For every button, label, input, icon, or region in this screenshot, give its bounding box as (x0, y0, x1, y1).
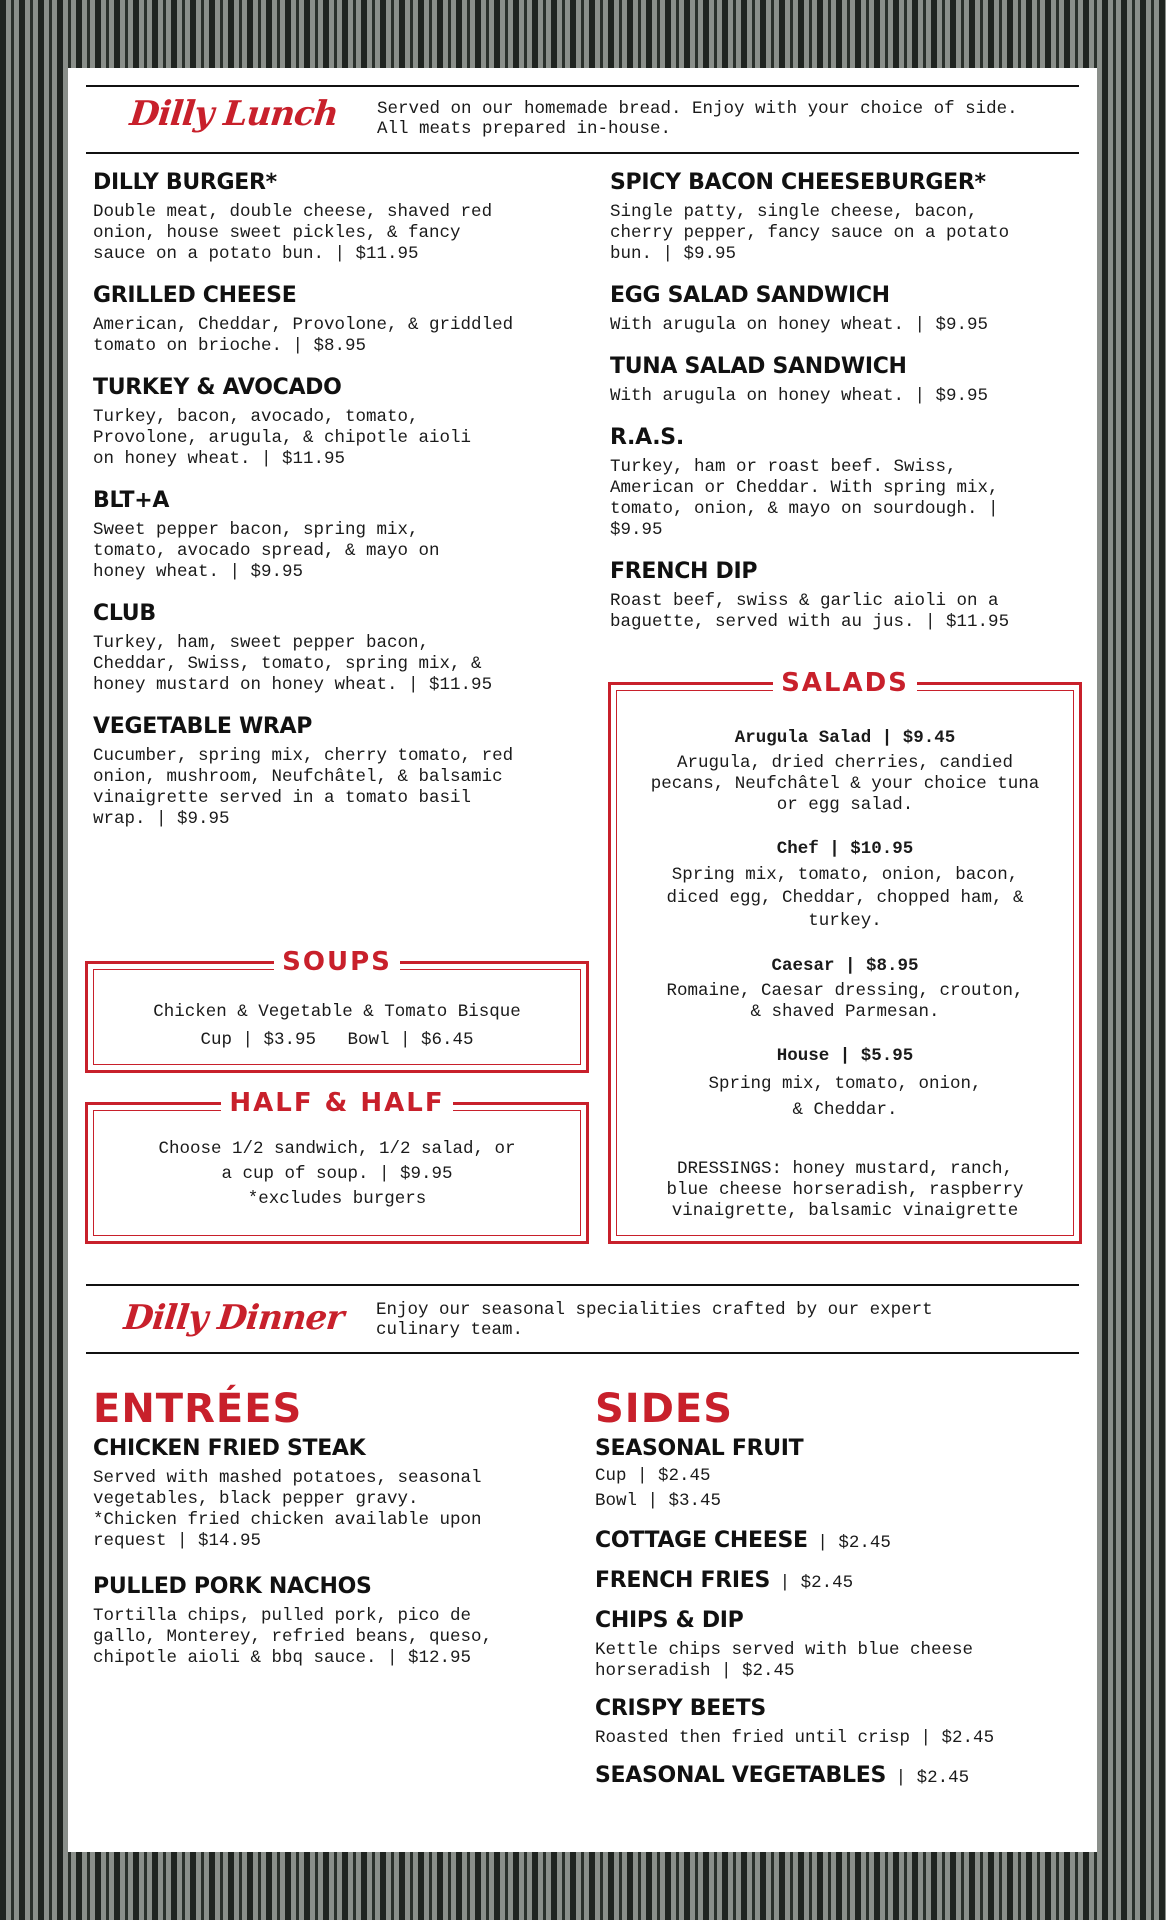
item-description: Turkey, bacon, avocado, tomato, Provolone, arugula, & chipotle aioli on honey wheat. | $11.95 (93, 407, 472, 469)
dinner-intro: Enjoy our seasonal specialities crafted by our expert culinary team. (376, 1300, 933, 1340)
entrees-title: ENTRÉES (93, 1386, 303, 1432)
menu-item (595, 1696, 1075, 1749)
salad-description: Romaine, Caesar dressing, crouton, & shaved Parmesan. (666, 981, 1024, 1022)
item-name: CHICKEN FRIED STEAK (93, 1436, 366, 1461)
item-description: Roasted then fried until crisp | $2.45 (595, 1728, 995, 1748)
menu-item (610, 283, 1080, 336)
menu-item (93, 488, 563, 583)
item-description: Turkey, ham, sweet pepper bacon, Cheddar, Swiss, tomato, spring mix, & honey mustard on honey wheat. | $11.95 (93, 633, 493, 695)
menu-item (610, 354, 1080, 407)
item-price: | $2.45 (895, 1768, 970, 1788)
item-description: Cucumber, spring mix, cherry tomato, red onion, mushroom, Neufchâtel, & balsamic vinaigrette served in a tomato basil wrap. | $9.95 (93, 746, 514, 829)
menu-item (93, 283, 563, 357)
item-description: Double meat, double cheese, shaved red onion, house sweet pickles, & fancy sauce on a potato bun. | $11.95 (93, 202, 493, 264)
item-name: PULLED PORK NACHOS (93, 1574, 372, 1599)
item-description: With arugula on honey wheat. | $9.95 (610, 315, 989, 335)
soups-title: SOUPS (274, 947, 400, 977)
item-description: Cup | $2.45 Bowl | $3.45 (595, 1466, 722, 1511)
menu-item (595, 1608, 1075, 1682)
salad-name: House | $5.95 (776, 1046, 914, 1066)
item-name: SPICY BACON CHEESEBURGER* (610, 170, 986, 195)
menu-item (93, 1574, 553, 1669)
item-name: R.A.S. (610, 425, 684, 450)
half-and-half-text: Choose 1/2 sandwich, 1/2 salad, or a cup of soup. | $9.95 *excludes burgers (158, 1139, 516, 1209)
salads-title: SALADS (773, 668, 917, 698)
salad-item (621, 955, 1069, 1023)
item-price: | $2.45 (779, 1573, 854, 1593)
top-rule (86, 85, 1079, 87)
dressings-text: DRESSINGS: honey mustard, ranch, blue cheese horseradish, raspberry vinaigrette, balsamic vinaigrette (666, 1159, 1024, 1221)
lunch-header-rule (86, 152, 1079, 154)
lunch-logo: Dilly Lunch (127, 94, 340, 134)
lunch-left-column (93, 170, 563, 848)
item-description: With arugula on honey wheat. | $9.95 (610, 386, 989, 406)
salads-box (608, 668, 1082, 1244)
soups-box (85, 947, 589, 1073)
dinner-top-rule (86, 1284, 1079, 1286)
item-description: Kettle chips served with blue cheese horseradish | $2.45 (595, 1640, 974, 1681)
item-name: FRENCH FRIES (595, 1568, 771, 1593)
item-name: COTTAGE CHEESE (595, 1528, 808, 1553)
item-name: GRILLED CHEESE (93, 283, 297, 308)
sides-title: SIDES (595, 1386, 734, 1432)
menu-item (595, 1568, 1075, 1594)
item-description: Tortilla chips, pulled pork, pico de gallo, Monterey, refried beans, queso, chipotle aioli & bbq sauce. | $12.95 (93, 1606, 493, 1668)
item-name: CRISPY BEETS (595, 1696, 766, 1721)
menu-item (93, 1436, 553, 1552)
menu-item (595, 1436, 1075, 1514)
soups-text: Chicken & Vegetable & Tomato Bisque (153, 1002, 521, 1022)
menu-item (93, 170, 563, 265)
item-name: DILLY BURGER* (93, 170, 277, 195)
menu-item (93, 375, 563, 470)
item-description: Roast beef, swiss & garlic aioli on a baguette, served with au jus. | $11.95 (610, 591, 1010, 632)
salad-name: Chef | $10.95 (776, 839, 914, 859)
menu-item (610, 425, 1080, 541)
dinner-header-rule (86, 1352, 1079, 1354)
item-name: TURKEY & AVOCADO (93, 375, 342, 400)
item-description: Turkey, ham or roast beef. Swiss, American or Cheddar. With spring mix, tomato, onion, & mayo on sourdough. | $9.95 (610, 457, 999, 540)
salad-item (621, 727, 1069, 816)
item-name: EGG SALAD SANDWICH (610, 283, 890, 308)
item-description: Served with mashed potatoes, seasonal vegetables, black pepper gravy. *Chicken fried chicken available upon request | $14.95 (93, 1468, 482, 1551)
menu-item (610, 559, 1080, 633)
dinner-logo: Dilly Dinner (121, 1298, 346, 1338)
salad-item (621, 1045, 1069, 1123)
item-description: Single patty, single cheese, bacon, cherry pepper, fancy sauce on a potato bun. | $9.95 (610, 202, 1010, 264)
item-price: | $2.45 (817, 1533, 891, 1553)
item-name: SEASONAL VEGETABLES (595, 1763, 886, 1788)
salad-item (621, 838, 1069, 933)
lunch-right-column (610, 170, 1080, 651)
salad-description: Spring mix, tomato, onion, bacon, diced egg, Cheddar, chopped ham, & turkey. (666, 865, 1024, 931)
half-and-half-box (85, 1088, 589, 1244)
item-name: VEGETABLE WRAP (93, 714, 313, 739)
item-name: SEASONAL FRUIT (595, 1436, 804, 1461)
item-name: FRENCH DIP (610, 559, 758, 584)
salad-description: Spring mix, tomato, onion, & Cheddar. (708, 1074, 982, 1120)
sides-column (595, 1386, 1075, 1789)
item-name: TUNA SALAD SANDWICH (610, 354, 907, 379)
menu-item (595, 1763, 1075, 1789)
menu-card (68, 68, 1097, 1852)
entrees-column (93, 1386, 553, 1687)
item-description: American, Cheddar, Provolone, & griddled tomato on brioche. | $8.95 (93, 315, 514, 356)
item-name: CLUB (93, 601, 156, 626)
menu-item (595, 1528, 1075, 1554)
lunch-intro: Served on our homemade bread. Enjoy with your choice of side. All meats prepared in-house. (377, 99, 1018, 139)
half-and-half-title: HALF & HALF (221, 1088, 452, 1118)
salad-name: Arugula Salad | $9.45 (734, 728, 956, 748)
item-name: CHIPS & DIP (595, 1608, 744, 1633)
item-description: Sweet pepper bacon, spring mix, tomato, avocado spread, & mayo on honey wheat. | $9.95 (93, 520, 440, 582)
item-name: BLT+A (93, 488, 170, 513)
salad-description: Arugula, dried cherries, candied pecans, Neufchâtel & your choice tuna or egg salad. (650, 753, 1040, 815)
menu-item (610, 170, 1080, 265)
menu-item (93, 601, 563, 696)
soups-prices: Cup | $3.95 Bowl | $6.45 (200, 1030, 474, 1050)
menu-item (93, 714, 563, 830)
salad-name: Caesar | $8.95 (771, 956, 919, 976)
